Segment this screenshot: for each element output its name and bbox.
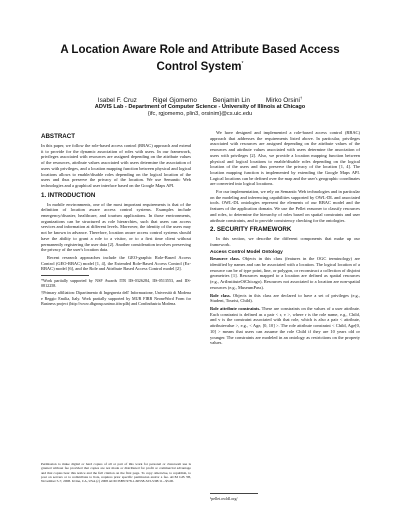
author-name: Benjamin Lin bbox=[212, 97, 250, 105]
footnote-rule bbox=[41, 275, 89, 276]
author-name: Rigel Gjomemo bbox=[152, 97, 197, 105]
right-paragraph-2: For our implementation, we rely on Semantic Web technologies and in particular on the modeling and inferencing capabilities supported by OWL-DL and associated tools. OWL-DL ontologies represent the elements of our RBAC model and the features of the application domain. We use the Pellet reasoner to classify resources and roles, to determine the hierarchy of roles based on spatial constraints and user attribute constraints, and to provide consistency checking for the ontologies. bbox=[210, 189, 360, 223]
resource-class-paragraph: Resource class. Objects in this class (features in the OGC terminology) are identified by names and can be associated with a location. The logical location of a resource can be of type point, line, or polygon, or reconstruct a collection of disjoint geometries [1]. Resources mapped to a location are defined as spatial resources (e.g., ArtInstituteOfChicago). Resources not associated to a location are non-spatial resources (e.g., MuseumPass). bbox=[210, 256, 360, 290]
intro-paragraph-1: In mobile environments, one of the most important requirements is that of the definition of location aware access control systems. Examples include emergency/disaster, healthcare, and tourism applications. In those environments, organizations can be structured as role hierarchies, such that users can access services and information at different levels. Moreover, the identity of the users may not be known in advance. Therefore, location aware access control systems should have the ability to grant a role to a visitor, or to a first time client without permanently registering the user data [2]. Another consideration involves preserving the privacy of the user's location data. bbox=[41, 201, 191, 253]
paper-title bbox=[40, 43, 360, 74]
author-emails: {ifc, rgjomemo, plin3, orsinim}@cs.uic.edu bbox=[147, 111, 253, 117]
role-class-paragraph: Role class. Objects in this class are declared to have a set of privileges (e.g., Student, Tourist, Child). bbox=[210, 292, 360, 304]
intro-paragraph-2: Recent research approaches include the GEO-graphic Role-Based Access Control (GEO-RBAC) model [1, 4], the Extended Role-Based Access Control (Ex-RBAC) model [6], and the Role and Attribute Based Access Control model [2]. bbox=[41, 254, 191, 272]
title-footnote-mark: * bbox=[241, 61, 244, 67]
role-constraints-paragraph: Role attribute constraints. These are constraints on the values of a user attribute. Each constraint is defined as a pair < r, v >, where r is the role name, e.g., Child, and v is the constraint associated with that role, which is also a pair < attribute, attributevalue >, e.g., < Age, [0, 10] >. The role attribute constraint < Child, Age[0, 10] > means that users can assume the role Child if they are 10 years old or younger. The constraints are modeled in an ontology as restrictions on the property values. bbox=[210, 305, 360, 346]
intro-heading: 1. INTRODUCTION bbox=[41, 191, 96, 199]
abstract-text: In this paper, we follow the role-based access control (RBAC) approach and extend it to provide for the dynamic association of roles with users. In our framework, privileges associated with resources are assigned depending on the attribute values of the resources, attribute values associated with users determine the association of users with privileges, and a location mapping function between physical and logical locations allows to enable/disable roles depending on the logical location of the users and thus preserve the privacy of the location. We use Semantic Web technologies and a graphical user interface based on the Google Maps API. bbox=[41, 143, 191, 188]
author-name: Isabel F. Cruz bbox=[97, 97, 137, 105]
right-column bbox=[210, 130, 360, 348]
section-2-heading: 2. SECURITY FRAMEWORK bbox=[210, 226, 292, 234]
right-footnote: ¹pellet.owldl.org/ bbox=[210, 496, 238, 501]
author-name: Mirko Orsini† bbox=[265, 95, 303, 105]
permission-notice: Permission to make digital or hard copies of all or part of this work for personal or classroom use is granted without fee provided that copies are not made or distributed for profit or commercial advantage and that copies bear this notice and the full citation on the first page. To copy otherwise, to republish, to post on servers or to redistribute to lists, requires prior specific permission and/or a fee. ACM GIS '08, November 5-7, 2008. Irvine, CA, USA (c) 2008 ACM ISBN 978-1-60558-323-5/08/11...$5.00. bbox=[41, 462, 191, 484]
subsection-heading: Access Control Model Ontology bbox=[210, 249, 283, 255]
left-column bbox=[41, 130, 191, 308]
affiliation-line: ADVIS Lab - Department of Computer Science - University of Illinois at Chicago bbox=[94, 104, 306, 110]
right-footnote-rule bbox=[210, 493, 258, 494]
footnote-2: †Primary affiliation: Dipartimento di Ingegneria dell' Informazione, Università di Modena e Reggio Emilia, Italy. Work partially supported by MUR FIRB NeoneWord Form for Business project (http://www.dbgroup.unimo.it/nrp4b) and Confindustria Modena. bbox=[41, 290, 191, 306]
section-2-intro: In this section, we describe the different components that make up our framework. bbox=[210, 236, 360, 247]
footnote-1: *Work partially supported by NSF Awards ITR IIS-0326284, IIS-0513553, and IIS-0812258. bbox=[41, 278, 191, 289]
author-list bbox=[40, 95, 360, 104]
right-paragraph-1: We have designed and implemented a role-based access control (RBAC) approach that addresses the requirements listed above. In particular, privileges associated with resources are assigned depending on the attribute values of the resources and attribute values associated with users determine the association of users with privileges [2]. Also, we provide a location mapping function between physical and logical locations to enable/disable roles depending on the logical location of the users and thus preserve the privacy of the location [1, 4]. The location mapping function is implemented by extending the Google Maps API. Logical locations can be defined over the map and the user's geographic coordinates are converted into logical locations. bbox=[210, 130, 360, 187]
affiliation bbox=[40, 104, 360, 118]
title-line-1: A Location Aware Role and Attribute Based Access bbox=[60, 44, 340, 56]
abstract-heading: ABSTRACT bbox=[41, 133, 76, 140]
title-line-2: Control System bbox=[156, 60, 242, 73]
